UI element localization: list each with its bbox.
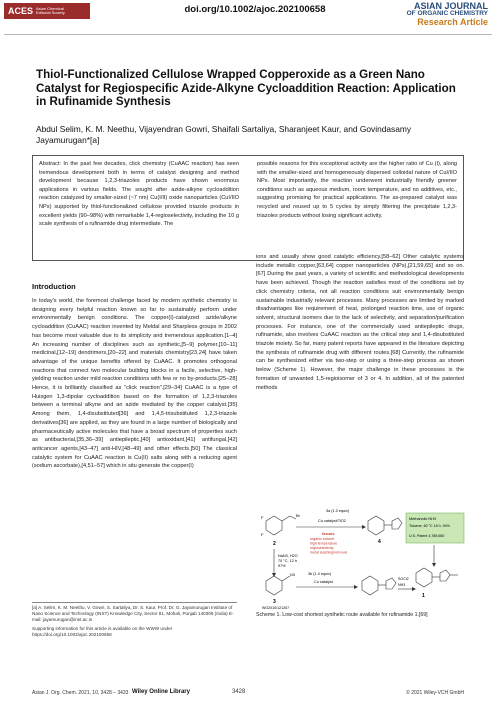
footnote-affiliation: [a] A. Selim, K. M. Neethu, V. Gowri, S. Sartaliya, Dr. S. Kaur, Prof. Dr. G. Jayamurugan Institute of Nano Science and Technology (INST) Knowledge City, Sector 81, Mohali, Punjab 140306 (India) E-mail: jayamurugan@inst.ac.in [32, 605, 234, 622]
abstract-box [32, 155, 464, 261]
arrow-head-down-left [272, 573, 276, 577]
journal-name-line2: OF ORGANIC CHEMISTRY [406, 10, 488, 17]
reagent-nh3: NH3 [398, 583, 406, 587]
cond-bottom: Cu catalyst [314, 580, 333, 584]
azide-label: N3 [290, 573, 295, 577]
compound-4-label: 4 [378, 539, 381, 545]
journal-brand [407, 2, 488, 26]
compound-2-label: 2 [273, 541, 276, 547]
footer-citation: Asian J. Org. Chem. 2021, 10, 3428 – 3433 [32, 690, 129, 696]
reagent-mid: Cu catalyst/TiO2 [318, 519, 346, 523]
intro-left-text: In today's world, the foremost challenge faced by modern synthetic chemistry is designing every helpful reaction known so far to sustainably perform under environmentally benign conditions. The copper(I)-catalyzed azide/alkyne cycloaddition (CuAAC) reaction invented by Meldal and Sharpless groups in 2002 has become most valuable due to its simplicity and tremendous application.[1–4] An increasing number of disciplines such as synthetic,[5–9] polymer,[10–11] medicinal,[12–19] dendrimers,[20–22] and materials chemistry[23,24] have taken advantage of the unique benefits offered by CuAAC. It promotes orthogonal reactions that connect two molecular building blocks in a facile, selective, high-yielding reaction under mild reaction conditions with few or no by-products.[25–28] Hence, it is brilliantly classified as "click reaction".[29–34] CuAAC is a type of Huisgen 1,3-dipolar cycloaddition based on the formation of 1,2,3-triazoles between a terminal alkyne and an azide mediated by the copper catalyst.[35] Among them, 1,4-disubstituted[36] and 1,4,5-trisubstituted 1,2,3-triazole derivatives[36] are applied, as they are found in a large number of biologically and pharmaceutically active molecules that have a broad spectrum of properties such as antibacterial,[35,36–39] antiepileptic,[40] antioxidant,[41] antifungal,[42] anticancer agents,[43–47] anti-HIV,[48–49] and other effects.[50] The classical catalytic system for CuAAC reaction is Cu(II) salts along with a reducing agent (sodium ascorbate),[4,51–57] which in situ generate the copper(I) [32, 298, 237, 470]
compound-1-structure [416, 568, 458, 587]
footnote [32, 605, 237, 638]
footnote-divider [32, 602, 237, 603]
intro-right-text: ions and usually show good catalytic efficiency.[58–62] Other catalytic systems include metallic copper,[63,64] copper nanoparticles (NPs),[21,59,65] and so on.[67] During the past years, a variety of scientific and methodological developments have been achieved. Though the reaction satisfies most of the conditions set by click chemistry criteria, not all reaction conditions suit environmentally benign sustainable industrially relevant processes. Many processes are limited by marked disadvantages like requirement of heat, prolonged reaction time, use of organic solvent, structural isomers due to the lack of selectivity, and separation/purification processes. For instance, one of the commercially used antiepileptic drugs, rufinamide, also involves CuAAC reaction as the critical step and 1,4-disubstituted triazole moiety. So far, many patent reports have appeared in the literature depicting the synthesis of rufinamide drug with different routes.[68] Currently, the rufinamide can be synthesized either via two-step or using a three-step process as shown below (Scheme 1). However, the major challenge in these processes is the formation of unwanted 1,5-regioisomer of 3 or 4. In addition, all of the patented methods [256, 254, 464, 391]
compound-3-structure [266, 573, 295, 595]
arrow-head-down-right [432, 563, 436, 567]
footnote-supporting-info[interactable]: Supporting information for this article is available on the WWW under https://doi.org/10.1002/ajoc.202100658 [32, 626, 173, 637]
step-left-cond-1: NaN3, H2O [278, 554, 298, 558]
patent-bottom: WO2010/121267 [262, 606, 290, 610]
reagent-socl2: SOCl2 [398, 577, 409, 581]
compound-2-structure [261, 513, 301, 537]
journal-name-line1: ASIAN JOURNAL [413, 1, 488, 11]
header-divider [4, 34, 492, 35]
issue-regioselectivity: regioselectivity [310, 546, 334, 550]
article-title: Thiol-Functionalized Cellulose Wrapped Copperoxide as a Green Nano Catalyst for Regiospecific Azide-Alkyne Cycloaddition Reaction: Application in Rufinamide Synthesis [36, 68, 456, 108]
footer-copyright: © 2021 Wiley-VCH GmbH [406, 690, 464, 696]
page-footer [32, 690, 464, 699]
issue-high-temperature: high temperature [310, 541, 338, 546]
scheme-caption: Scheme 1. Low-cost shortest synthetic route available for rufinamide 1.[69] [256, 612, 428, 618]
step-left-cond-2: 70 °C, 12 h [278, 559, 298, 563]
article-type: Research Article [417, 17, 488, 27]
arrow-head-right-final [412, 587, 416, 591]
box-methanolic: Methanolic NH3 [409, 517, 437, 521]
section-heading-introduction: Introduction [32, 282, 76, 291]
intermediate-structure [362, 576, 396, 595]
left-column [32, 282, 237, 471]
compound-1-label: 1 [422, 593, 425, 599]
footer-wiley-online-library[interactable]: Wiley Online Library [132, 689, 190, 695]
fluoro-label-2: F [261, 532, 264, 537]
compound-3-label: 3 [273, 599, 276, 605]
issues-heading: Issues [322, 531, 335, 536]
issue-metal-leaching: metal leaching/removal [310, 550, 347, 555]
reagent-top: 3a (1.0 equiv) [326, 509, 350, 513]
publisher-logo-subtext: Asian Chemical Editorial Society [36, 6, 65, 15]
box-conditions: Toluene, 60 °C 18 h, 94% [409, 524, 450, 528]
box-patent: U.S. Patent 4,789,680 [409, 534, 445, 538]
issue-organic-solvent: organic solvent [310, 537, 335, 541]
publisher-logo[interactable] [4, 3, 90, 19]
footer-page-number: 3428 [232, 689, 246, 695]
bromo-label: Br [296, 513, 300, 518]
fluoro-label-1: F [261, 515, 264, 520]
author-list: Abdul Selim, K. M. Neethu, Vijayendran Gowri, Shaifali Sartaliya, Sharanjeet Kaur, and Govindasamy Jayamurugan*[a] [36, 124, 412, 145]
step-left-cond-3: 97% [278, 564, 286, 568]
abstract-right-text: possible reasons for this exceptional activity are the higher ratio of Cu (I), along with the smaller-sized and homogeneously dispersed colloidal nature of CuI/IIO NPs. Most importantly, the reaction underwent industrially friendly greener conditions such as aqueous medium, room temperature, and no additives, etc., suggesting promising for practical applications. The as-prepared catalyst was recycled and reused up to 5 cycles by simply filtering the precipitate 1,2,3-triazoles products without losing significant activity. [257, 161, 457, 219]
scheme-1-figure [256, 503, 466, 611]
reagent-bottom: 3b (1.0 equiv) [308, 572, 332, 576]
abstract-left-text: Abstract: In the past few decades, click chemistry (CuAAC reaction) has seen tremendous development both in terms of catalyst designing and method development because 1,2,3-triazoles products have shown enormous applications in various fields. The sought after azide-alkyne cycloaddition reaction catalyzed by smaller-sized (~7 nm) Cu(I/II) oxide nanoparticles (CuI/IIO NPs) supported by thiol-functionalized cellulose provided triazole products in excellent yields (90–98%) with remarkable 1,4-regioselectivity, including the 10 g scale synthesis of a rufinamide drug intermediate. The [39, 161, 239, 228]
arrow-head-right-top [362, 525, 366, 529]
compound-4-structure [368, 516, 402, 535]
publisher-logo-text: ACES [8, 6, 34, 16]
doi-link[interactable]: doi.org/10.1002/ajoc.202100658 [184, 4, 326, 15]
issues-note [310, 531, 347, 555]
arrow-head-right-bottom [354, 585, 358, 589]
